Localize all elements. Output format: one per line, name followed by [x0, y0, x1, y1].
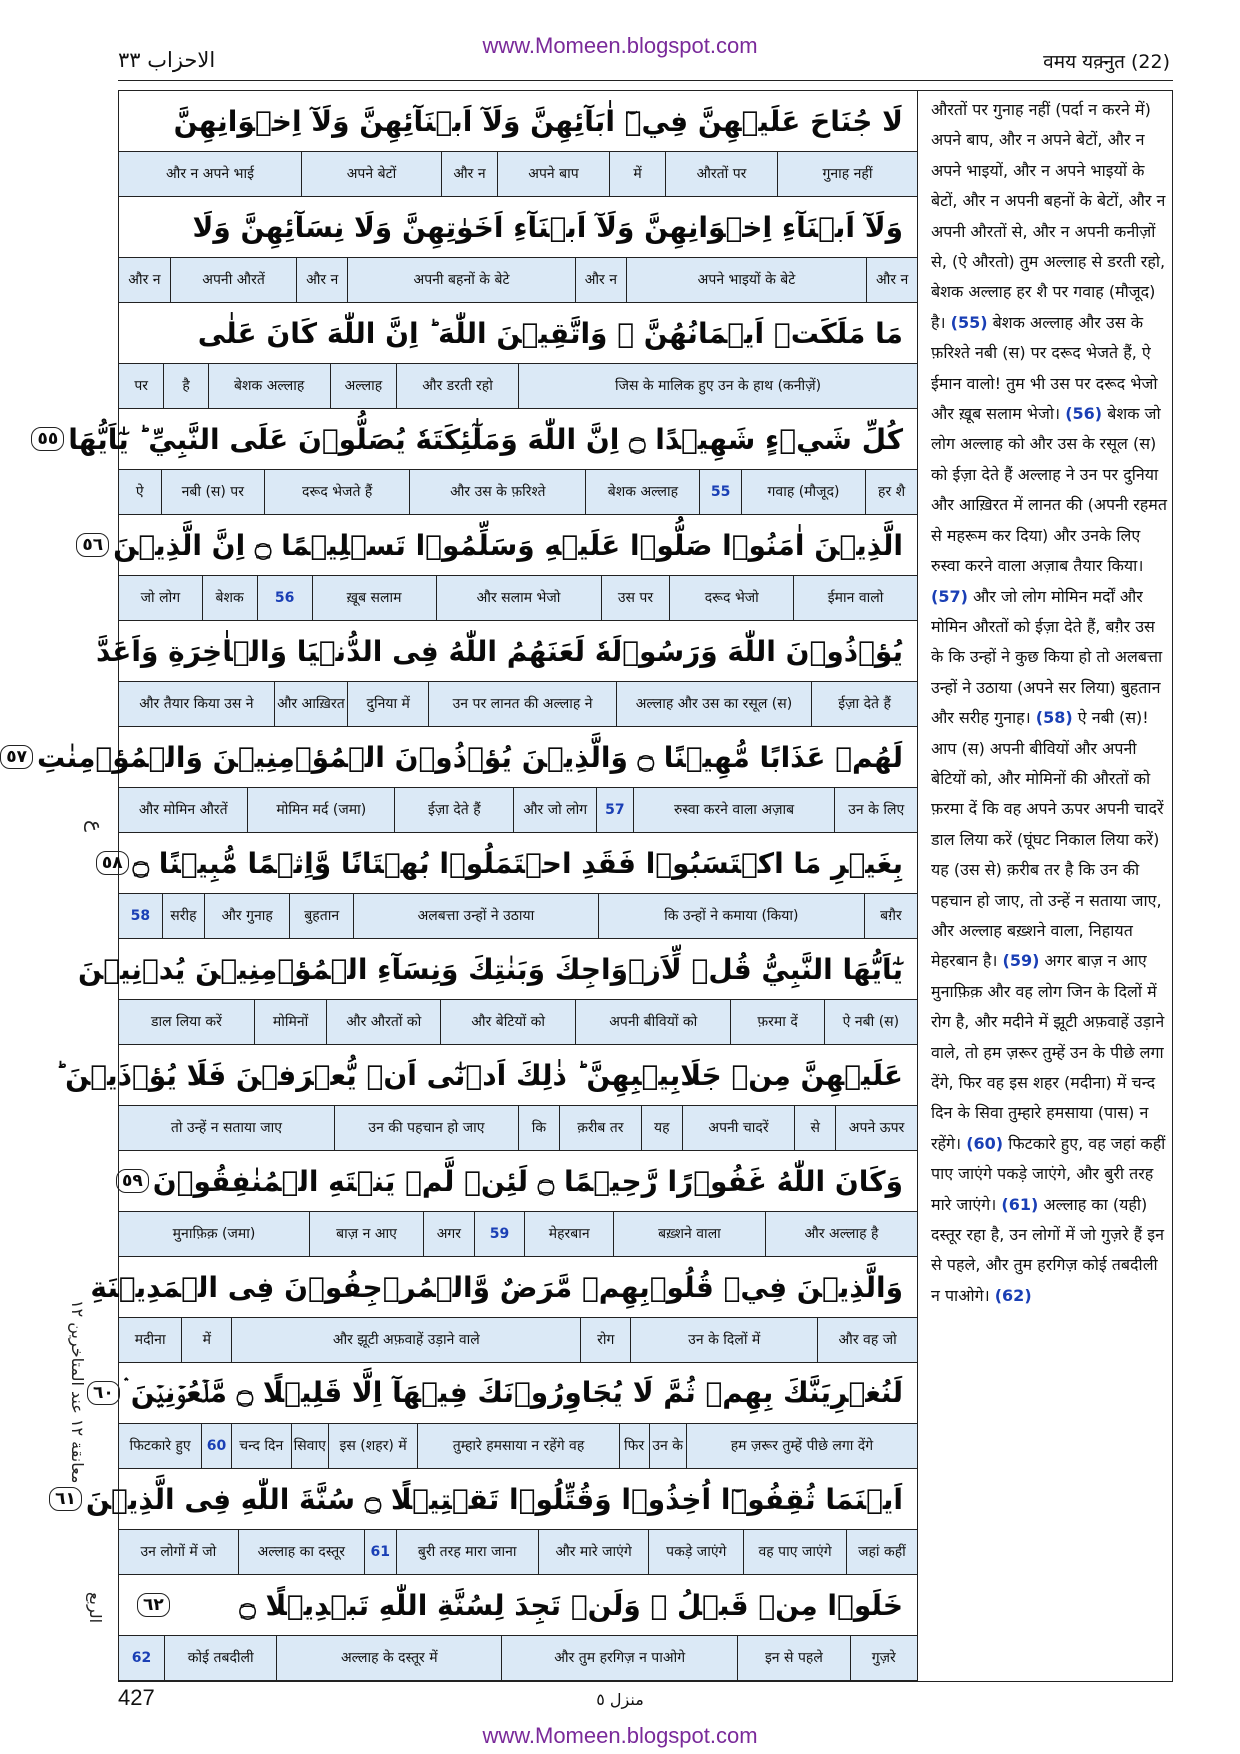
word-meaning-cell: क़रीब तर — [559, 1106, 641, 1150]
word-meaning-cell: और औरतों को — [326, 1000, 440, 1044]
verse-number: (61) — [1001, 1194, 1039, 1214]
word-translation-row — [119, 893, 917, 939]
word-meaning-cell: बुरी तरह मारा जाना — [396, 1530, 538, 1574]
manzil-label: منزل ٥ — [596, 1690, 644, 1709]
verse-unit — [55, 1045, 917, 1151]
translation-sentence: अगर बाज़ न आए मुनाफ़िक़ और वह लोग जिन के दिलों में रोग है, और मदीने में झूटी अफ़वाहें उड़ाने वाले, तो हम ज़रूर तुम्हें उन के पीछे लगा देंगे, फिर वह इस शहर (मदीना) में चन्द दिन के सिवा तुम्हारे हमसाया (पास) न रहेंगे। — [931, 951, 1165, 1153]
arabic-line — [78, 939, 917, 999]
arabic-text: وَلَآ اَبۡنَآءِ اِخۡوَانِهِنَّ وَلَآ اَبۡنَآءِ اَخَوٰتِهِنَّ وَلَا نِسَآئِهِنَّ وَلَا — [192, 210, 903, 244]
word-translation-row — [119, 1529, 917, 1575]
verse-number-cell: 61 — [364, 1530, 396, 1574]
word-meaning-cell: बेशक — [202, 576, 257, 620]
word-meaning-cell: अल्लाह के दस्तूर में — [276, 1636, 501, 1680]
verse-unit — [37, 409, 917, 515]
word-meaning-cell: रुस्वा करने वाला अज़ाब — [633, 788, 835, 832]
word-translation-row — [119, 363, 917, 409]
arabic-text: عَلَيۡهِنَّ مِنۡ جَلَابِيۡبِهِنَّ ؕ ذٰلِكَ اَدۡنٰٓى اَنۡ يُّعۡرَفۡنَ فَلَا يُؤۡذَيۡنَ ؕ — [55, 1058, 903, 1092]
para-header: वमय यक़्नुत (22) — [1043, 51, 1170, 73]
verse-unit — [119, 197, 917, 303]
word-meaning-cell: और तुम हरगिज़ न पाओगे — [501, 1636, 737, 1680]
arabic-line — [96, 621, 917, 681]
word-meaning-cell: और सलाम भेजो — [436, 576, 601, 620]
word-meaning-cell: उन के लिए — [834, 788, 917, 832]
arabic-line — [119, 197, 917, 257]
verse-unit — [55, 1469, 917, 1575]
translation-sentence: फिटकारे हुए, वह जहां कहीं पाए जाएंगे पकड़े जाएंगे, और बुरी तरह मारे जाएंगे। — [931, 1133, 1166, 1214]
verse-number: (59) — [1002, 951, 1040, 971]
word-meaning-cell: है — [163, 364, 207, 408]
word-meaning-cell: और डरती रहो — [396, 364, 518, 408]
verse-unit — [119, 91, 917, 197]
arabic-text: لَهُمۡ عَذَابًا مُّهِيۡنًا ۝ وَالَّذِيۡنَ يُؤۡذُوۡنَ الۡمُؤۡمِنِيۡنَ وَالۡمُؤۡمِنٰتِ — [37, 740, 903, 774]
site-link-bottom[interactable]: www.Momeen.blogspot.com — [482, 1723, 758, 1748]
word-meaning-cell: अल्लाह — [330, 364, 396, 408]
verse-unit — [119, 1575, 917, 1681]
word-meaning-cell: नबी (स) पर — [161, 470, 265, 514]
word-meaning-cell: फिर — [619, 1424, 649, 1468]
surah-header: الاحزاب ٣٣ — [118, 48, 216, 72]
word-meaning-cell: ख़ूब सलाम — [312, 576, 436, 620]
word-translation-row — [119, 1105, 917, 1151]
word-translation-row — [119, 469, 917, 515]
arabic-text: مَا مَلَكَتۡ اَيۡمَانُهُنَّ ۚ وَاتَّقِيۡنَ اللّٰهَ ؕ اِنَّ اللّٰهَ كَانَ عَلٰى — [197, 316, 903, 350]
word-translation-row — [119, 1423, 917, 1469]
ayah-number-marker: ٥٧ — [0, 745, 33, 769]
translation-sentence: बेशक जो लोग अल्लाह को और उस के रसूल (स) को ईज़ा देते हैं अल्लाह ने उन पर दुनिया और आख़िरत में लानत की (अपनी रहमत से महरूम कर दिया) और उनके लिए रुस्वा करने वाला अज़ाब तैयार किया। — [931, 404, 1167, 576]
arabic-text: لَا جُنَاحَ عَلَيۡهِنَّ فِيۡٓ اٰبَآئِهِنَّ وَلَآ اَبۡنَآئِهِنَّ وَلَآ اِخۡوَانِهِنَّ — [173, 104, 903, 138]
arabic-line — [55, 1045, 917, 1105]
word-meaning-cell: में — [181, 1318, 231, 1362]
word-meaning-cell: ईज़ा देते हैं — [811, 682, 917, 726]
word-meaning-cell: वह पाए जाएंगे — [743, 1530, 846, 1574]
word-meaning-cell: और न — [866, 258, 917, 302]
arabic-text: لَنُغۡرِيَنَّكَ بِهِمۡ ثُمَّ لَا يُجَاوِرُوۡنَكَ فِيۡهَآ اِلَّا قَلِيۡلًا ۝ مَّلۡعُوۡنِيۡنَ ۛ — [123, 1376, 903, 1409]
translation-sentence: ऐ नबी (स)! आप (स) अपनी बीवियों और अपनी बेटियों को, और मोमिनों की औरतों को फ़रमा दें कि वह अपने ऊपर अपनी चादरें डाल लिया करें (घूंघट निकाल लिया करें) यह (उस से) क़रीब तर है कि उन की पहचान हो जाए, तो उन्हें न सताया जाए, और अल्लाह बख़्शने वाला, निहायत मेहरबान है। — [931, 708, 1164, 971]
verse-number-cell: 57 — [596, 788, 633, 832]
arabic-text: بِغَيۡرِ مَا اكۡتَسَبُوۡا فَقَدِ احۡتَمَلُوۡا بُهۡتَانًا وَّاِثۡمًا مُّبِيۡنًا ۝ — [132, 846, 903, 880]
translation-sentence: अल्लाह का (यही) दस्तूर रहा है, उन लोगों में जो गुज़रे हैं इन से पहले, और तुम हरगिज़ कोई तबदीली न पाओगे। — [931, 1194, 1164, 1305]
word-meaning-cell: तो उन्हें न सताया जाए — [170, 1119, 282, 1136]
word-meaning-cell: डाल लिया करें — [150, 1013, 222, 1030]
word-meaning-cell: चन्द दिन — [231, 1424, 291, 1468]
verse-unit — [101, 833, 917, 939]
word-meaning-cell: अपनी औरतें — [170, 258, 297, 302]
word-meaning-cell: पर — [134, 377, 149, 394]
word-meaning-cell: मुनाफ़िक़ (जमा) — [172, 1225, 256, 1242]
word-meaning-cell: यह — [641, 1106, 682, 1150]
word-translation-row — [119, 257, 917, 303]
word-meaning-cell: उन की पहचान हो जाए — [334, 1106, 518, 1150]
arabic-line — [92, 1363, 917, 1423]
word-meaning-cell: कोई तबदीली — [164, 1636, 276, 1680]
arabic-text: يُؤۡذُوۡنَ اللّٰهَ وَرَسُوۡلَهٗ لَعَنَهُمُ اللّٰهُ فِى الدُّنۡيَا وَالۡاٰخِرَةِ وَاَعَدَّ — [96, 634, 903, 668]
word-meaning-cell: मोमिन मर्द (जमा) — [247, 788, 394, 832]
word-meaning-cell: और जो लोग — [513, 788, 596, 832]
rub-mark: الربع — [86, 1592, 105, 1624]
arabic-line — [6, 727, 917, 787]
word-meaning-cell: हम ज़रूर तुम्हें पीछे लगा देंगे — [686, 1424, 917, 1468]
arabic-text: وَالَّذِيۡنَ فِيۡ قُلُوۡبِهِمۡ مَّرَضٌ وَّالۡمُرۡجِفُوۡنَ فِى الۡمَدِيۡنَةِ — [90, 1270, 903, 1304]
verse-number-cell: 60 — [201, 1424, 231, 1468]
word-meaning-cell: और बेटियों को — [440, 1000, 575, 1044]
word-meaning-cell: बेशक अल्लाह — [585, 470, 699, 514]
translation-sentence: और जो लोग मोमिन मर्दों और मोमिन औरतों को ईज़ा देते हैं, बग़ैर उस के कि उन्हों ने कुछ किया हो तो अलबत्ता उन्हों ने उठाया (अपने सर लिया) बुहतान और सरीह गुनाह। — [931, 586, 1163, 728]
word-translation-row — [119, 787, 917, 833]
arabic-text: خَلَوۡا مِنۡ قَبۡلُ ۚ وَلَنۡ تَجِدَ لِسُنَّةِ اللّٰهِ تَبۡدِيۡلًا ۝ — [239, 1588, 903, 1622]
arabic-line — [37, 409, 917, 469]
word-meaning-cell: पकड़े जाएंगे — [648, 1530, 743, 1574]
word-meaning-cell: जो लोग — [140, 589, 181, 606]
word-meaning-cell: फिटकारे हुए — [129, 1437, 191, 1454]
word-meaning-cell: दरूद भेजते हैं — [264, 470, 409, 514]
word-meaning-cell: कि उन्हों ने कमाया (किया) — [598, 894, 864, 938]
word-meaning-cell: अपनी चादरें — [682, 1106, 795, 1150]
word-meaning-cell: अपने बाप — [497, 152, 609, 196]
word-meaning-cell: औरतों पर — [665, 152, 777, 196]
word-meaning-cell: मेहरबान — [524, 1212, 613, 1256]
site-link-top[interactable]: www.Momeen.blogspot.com — [482, 33, 758, 58]
word-meaning-cell: उन के दिलों में — [630, 1318, 817, 1362]
verse-unit — [92, 1363, 917, 1469]
word-meaning-cell: बाज़ न आए — [309, 1212, 423, 1256]
arabic-text: وَكَانَ اللّٰهُ غَفُوۡرًا رَّحِيۡمًا ۝ لَئِنۡ لَّمۡ يَنۡتَهِ الۡمُنٰفِقُوۡنَ — [152, 1164, 903, 1198]
word-meaning-cell: और उस के फ़रिश्ते — [409, 470, 585, 514]
word-meaning-cell: दुनिया में — [347, 682, 428, 726]
verse-number-cell: 56 — [257, 576, 312, 620]
word-meaning-cell: उन पर लानत की अल्लाह ने — [428, 682, 615, 726]
word-meaning-cell: अपनी बीवियों को — [575, 1000, 730, 1044]
word-meaning-cell: अपने ऊपर — [835, 1106, 917, 1150]
word-meaning-cell: सिवाए — [291, 1424, 328, 1468]
verse-number: (62) — [994, 1285, 1032, 1305]
verse-number-cell: 55 — [699, 470, 740, 514]
arabic-line — [119, 1575, 917, 1635]
word-meaning-cell: जिस के मालिक हुए उन के हाथ (कनीज़ें) — [518, 364, 917, 408]
word-meaning-cell: गुज़रे — [850, 1636, 917, 1680]
word-translation-row — [119, 575, 917, 621]
word-meaning-cell: तुम्हारे हमसाया न रहेंगे वह — [417, 1424, 618, 1468]
word-meaning-cell: अगर — [423, 1212, 474, 1256]
word-meaning-cell: और न — [575, 258, 626, 302]
word-meaning-cell: अल्लाह और उस का रसूल (स) — [616, 682, 811, 726]
word-meaning-cell: बग़ैर — [864, 894, 917, 938]
verse-unit — [96, 621, 917, 727]
arabic-text: اَيۡنَمَا ثُقِفُوۡٓا اُخِذُوۡا وَقُتِّلُوۡا تَقۡتِيۡلًا ۝ سُنَّةَ اللّٰهِ فِى الَّذِيۡنَ — [85, 1482, 903, 1516]
word-meaning-cell: रोग — [580, 1318, 630, 1362]
word-meaning-cell: उस पर — [601, 576, 670, 620]
word-meaning-cell: कि — [518, 1106, 559, 1150]
verse-unit — [82, 515, 917, 621]
header-rule — [118, 80, 1173, 81]
translation-sentence: औरतों पर गुनाह नहीं (पर्दा न करने में) अपने बाप, और न अपने बेटों, और न अपने भाइयों, और न अपने भाइयों के बेटों, और न अपनी बहनों के बेटों, और न अपनी औरतों से, और न अपनी कनीज़ों से, (ऐ औरतो) तुम अल्लाह से डरती रहो, बेशक अल्लाह हर शै पर गवाह (मौजूद) है। — [931, 100, 1166, 332]
word-meaning-cell: ईज़ा देते हैं — [394, 788, 513, 832]
verse-number: (55) — [950, 312, 988, 332]
word-meaning-cell: और न — [441, 152, 497, 196]
word-meaning-cell: और अल्लाह है — [765, 1212, 917, 1256]
arabic-text: كُلِّ شَيۡءٍ شَهِيۡدًا ۝ اِنَّ اللّٰهَ وَمَلٰٓئِكَتَهٗ يُصَلُّوۡنَ عَلَى النَّبِيِّ ؕ يٰٓاَيُّهَا — [68, 422, 903, 456]
translation-sentence: बेशक अल्लाह और उस के फ़रिश्ते नबी (स) पर दरूद भेजते हैं, ऐ ईमान वालो! तुम भी उस पर दरूद भेजो और ख़ूब सलाम भेजो। — [931, 312, 1158, 424]
ayah-number-marker: ٥٨ — [96, 851, 129, 875]
word-translation-row — [119, 999, 917, 1045]
arabic-line — [119, 91, 917, 151]
word-meaning-cell: बुहतान — [289, 894, 353, 938]
word-translation-row — [119, 681, 917, 727]
word-meaning-cell: सरीह — [162, 894, 205, 938]
word-meaning-cell: उन के — [649, 1424, 686, 1468]
verse-number: (57) — [931, 586, 968, 606]
verse-number: (60) — [966, 1133, 1004, 1153]
word-translation-row — [119, 1635, 917, 1681]
verse-unit — [6, 727, 917, 833]
word-meaning-cell: हर शै — [865, 470, 917, 514]
verse-number: (56) — [1065, 404, 1103, 424]
word-meaning-cell: इन से पहले — [737, 1636, 849, 1680]
word-meaning-cell: अपने बेटों — [301, 152, 441, 196]
ayah-number-marker: ٦١ — [49, 1487, 82, 1511]
word-meaning-cell: जहां कहीं — [846, 1530, 917, 1574]
word-meaning-cell: और न अपने भाई — [166, 165, 254, 182]
verse-unit — [119, 1151, 917, 1257]
page-number: 427 — [118, 1685, 155, 1710]
word-meaning-cell: और न — [128, 271, 161, 288]
word-meaning-cell: अपने भाइयों के बेटे — [626, 258, 867, 302]
ayah-number-marker: ٥٥ — [31, 427, 64, 451]
word-translation-row — [119, 1211, 917, 1257]
word-meaning-cell: ईमान वालो — [793, 576, 917, 620]
word-meaning-cell: में — [609, 152, 665, 196]
word-meaning-cell: और मोमिन औरतें — [138, 801, 228, 818]
word-meaning-cell: बेशक अल्लाह — [208, 364, 330, 408]
word-meaning-cell: ऐ — [135, 483, 144, 500]
word-meaning-cell: अलबत्ता उन्हों ने उठाया — [353, 894, 598, 938]
word-meaning-cell: और आख़िरत — [274, 682, 347, 726]
word-translation-row — [119, 1317, 917, 1363]
arabic-text: يٰٓاَيُّهَا النَّبِيُّ قُلۡ لِّاَزۡوَاجِكَ وَبَنٰتِكَ وَنِسَآءِ الۡمُؤۡمِنِيۡنَ يُدۡنِيۡنَ — [78, 952, 903, 986]
verse-number: (58) — [1035, 708, 1073, 728]
word-meaning-cell: से — [794, 1106, 835, 1150]
verse-unit — [119, 303, 917, 409]
word-meaning-cell: ऐ नबी (स) — [824, 1000, 917, 1044]
word-meaning-cell: अपनी बहनों के बेटे — [347, 258, 575, 302]
verse-unit — [90, 1257, 917, 1363]
translation-text — [931, 95, 1168, 1311]
word-meaning-cell: गुनाह नहीं — [777, 152, 917, 196]
ruku-mark: ع — [84, 820, 108, 832]
arabic-line — [55, 1469, 917, 1529]
arabic-line — [119, 303, 917, 363]
margin-note: معانقة ١٢ عند المتاخرين ١٢ — [68, 1300, 87, 1484]
word-translation-row — [119, 151, 917, 197]
verse-number-cell: 62 — [131, 1649, 152, 1666]
arabic-text: الَّذِيۡنَ اٰمَنُوۡا صَلُّوۡا عَلَيۡهِ وَسَلِّمُوۡا تَسۡلِيۡمًا ۝ اِنَّ الَّذِيۡنَ — [113, 528, 903, 562]
translation-column — [919, 91, 1174, 1681]
word-meaning-cell: इस (शहर) में — [328, 1424, 417, 1468]
word-meaning-cell: और मारे जाएंगे — [538, 1530, 649, 1574]
word-meaning-cell: दरूद भेजो — [669, 576, 793, 620]
word-meaning-cell: और न — [296, 258, 347, 302]
word-meaning-cell: गवाह (मौजूद) — [741, 470, 865, 514]
ayah-number-marker: ٦٠ — [87, 1381, 120, 1405]
arabic-line — [119, 1151, 917, 1211]
word-meaning-cell: फ़रमा दें — [730, 1000, 823, 1044]
word-meaning-cell: अल्लाह का दस्तूर — [238, 1530, 364, 1574]
ayah-number-marker: ٥٩ — [116, 1169, 149, 1193]
ayah-number-marker: ٥٦ — [76, 533, 109, 557]
word-meaning-cell: और वह जो — [817, 1318, 917, 1362]
word-meaning-cell: और तैयार किया उस ने — [139, 695, 254, 712]
word-meaning-cell: और झूटी अफ़वाहें उड़ाने वाले — [231, 1318, 580, 1362]
verse-number-cell: 58 — [130, 907, 151, 924]
word-meaning-cell: मदीना — [134, 1331, 166, 1348]
verse-number-cell: 59 — [474, 1212, 525, 1256]
word-meaning-cell: बख़्शने वाला — [613, 1212, 765, 1256]
arabic-line — [90, 1257, 917, 1317]
word-meaning-cell: मोमिनों — [254, 1000, 327, 1044]
word-meaning-cell: और गुनाह — [204, 894, 289, 938]
arabic-line — [82, 515, 917, 575]
word-meaning-cell: उन लोगों में जो — [140, 1543, 217, 1560]
ayah-number-marker: ٦٢ — [137, 1593, 170, 1617]
arabic-line — [101, 833, 917, 893]
verse-unit — [78, 939, 917, 1045]
